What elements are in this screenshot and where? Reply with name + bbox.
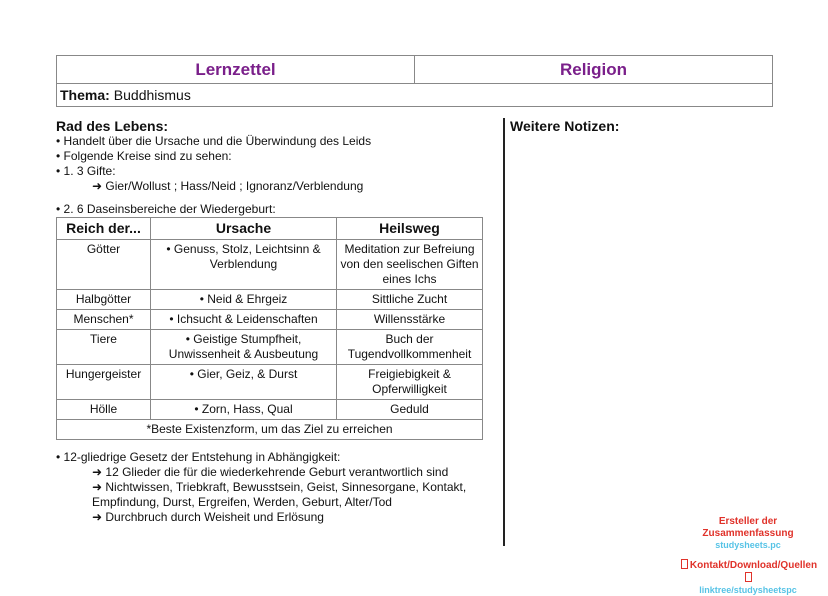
contact-link[interactable]: linktree/studysheetspc xyxy=(699,585,797,595)
column-divider xyxy=(503,118,505,546)
table-row xyxy=(57,365,483,400)
table-cell: Meditation zur Befreiung von den seelischen Giften eines Ichs xyxy=(337,240,483,290)
law-line-1: ➜ 12 Glieder die für die wiederkehrende Geburt verantwortlich sind xyxy=(92,465,449,479)
table-cell: Götter xyxy=(57,240,151,290)
table-row xyxy=(57,330,483,365)
law-title: • 12-gliedrige Gesetz der Entstehung in Abhängigkeit: xyxy=(56,450,341,464)
table-row xyxy=(57,290,483,310)
document-icon xyxy=(681,559,688,569)
header-left-title: Lernzettel xyxy=(57,56,415,83)
contact-title xyxy=(678,559,818,585)
section-title: Rad des Lebens: xyxy=(56,118,169,134)
table-cell: Hungergeister xyxy=(57,365,151,400)
table-row xyxy=(57,240,483,290)
table-header: Ursache xyxy=(151,218,337,240)
bullet-2: • Folgende Kreise sind zu sehen: xyxy=(56,149,232,163)
table-header: Heilsweg xyxy=(337,218,483,240)
document-icon xyxy=(745,572,752,582)
realms-table xyxy=(56,217,483,440)
law-line-2: ➜ Nichtwissen, Triebkraft, Bewusstsein, Geist, Sinnesorgane, Kontakt, Empfindung, Durst, Ergreifen, Werden, Geburt, Alter/Tod xyxy=(92,480,467,509)
table-header: Reich der... xyxy=(57,218,151,240)
table-cell: Sittliche Zucht xyxy=(337,290,483,310)
table-cell: • Neid & Ehrgeiz xyxy=(151,290,337,310)
header-subject-title: Religion xyxy=(559,59,628,79)
table-cell: • Ichsucht & Leidenschaften xyxy=(151,310,337,330)
table-cell: Buch der Tugendvollkommenheit xyxy=(337,330,483,365)
table-cell: • Gier, Geiz, & Durst xyxy=(151,365,337,400)
creator-sub: studysheets.pc xyxy=(715,540,781,550)
table-header-row xyxy=(57,218,483,240)
creator-title xyxy=(678,516,818,540)
table-cell: Geduld xyxy=(337,400,483,420)
gifts-line: ➜ Gier/Wollust ; Hass/Neid ; Ignoranz/Verblendung xyxy=(92,179,364,193)
table-row xyxy=(57,400,483,420)
credits-block xyxy=(678,516,818,596)
realms-intro: • 2. 6 Daseinsbereiche der Wiedergeburt: xyxy=(56,202,276,216)
creator-title-text: Ersteller der Zusammenfassung xyxy=(702,516,794,539)
main-content xyxy=(56,118,496,525)
header-title-row xyxy=(57,56,772,84)
table-cell: Willensstärke xyxy=(337,310,483,330)
bullet-1: • Handelt über die Ursache und die Überwindung des Leids xyxy=(56,134,372,148)
contact-title-text: Kontakt/Download/Quellen xyxy=(689,560,818,571)
table-cell: • Geistige Stumpfheit, Unwissenheit & Ausbeutung xyxy=(151,330,337,365)
table-row xyxy=(57,310,483,330)
table-footnote: *Beste Existenzform, um das Ziel zu erreichen xyxy=(57,420,483,440)
topic-row xyxy=(57,84,772,106)
table-cell: Halbgötter xyxy=(57,290,151,310)
table-cell: Freigiebigkeit & Opferwilligkeit xyxy=(337,365,483,400)
table-footnote-row xyxy=(57,420,483,440)
table-cell: • Genuss, Stolz, Leichtsinn & Verblendung xyxy=(151,240,337,290)
table-cell: • Zorn, Hass, Qual xyxy=(151,400,337,420)
bullet-3: • 1. 3 Gifte: xyxy=(56,164,116,178)
topic-value: Buddhismus xyxy=(113,87,191,103)
table-cell: Tiere xyxy=(57,330,151,365)
notes-column xyxy=(510,118,619,134)
law-line-3: ➜ Durchbruch durch Weisheit und Erlösung xyxy=(92,510,324,524)
table-cell: Menschen* xyxy=(57,310,151,330)
header-table xyxy=(56,55,773,107)
table-cell: Hölle xyxy=(57,400,151,420)
notes-title: Weitere Notizen: xyxy=(510,118,620,134)
topic-label: Thema: xyxy=(60,87,110,103)
